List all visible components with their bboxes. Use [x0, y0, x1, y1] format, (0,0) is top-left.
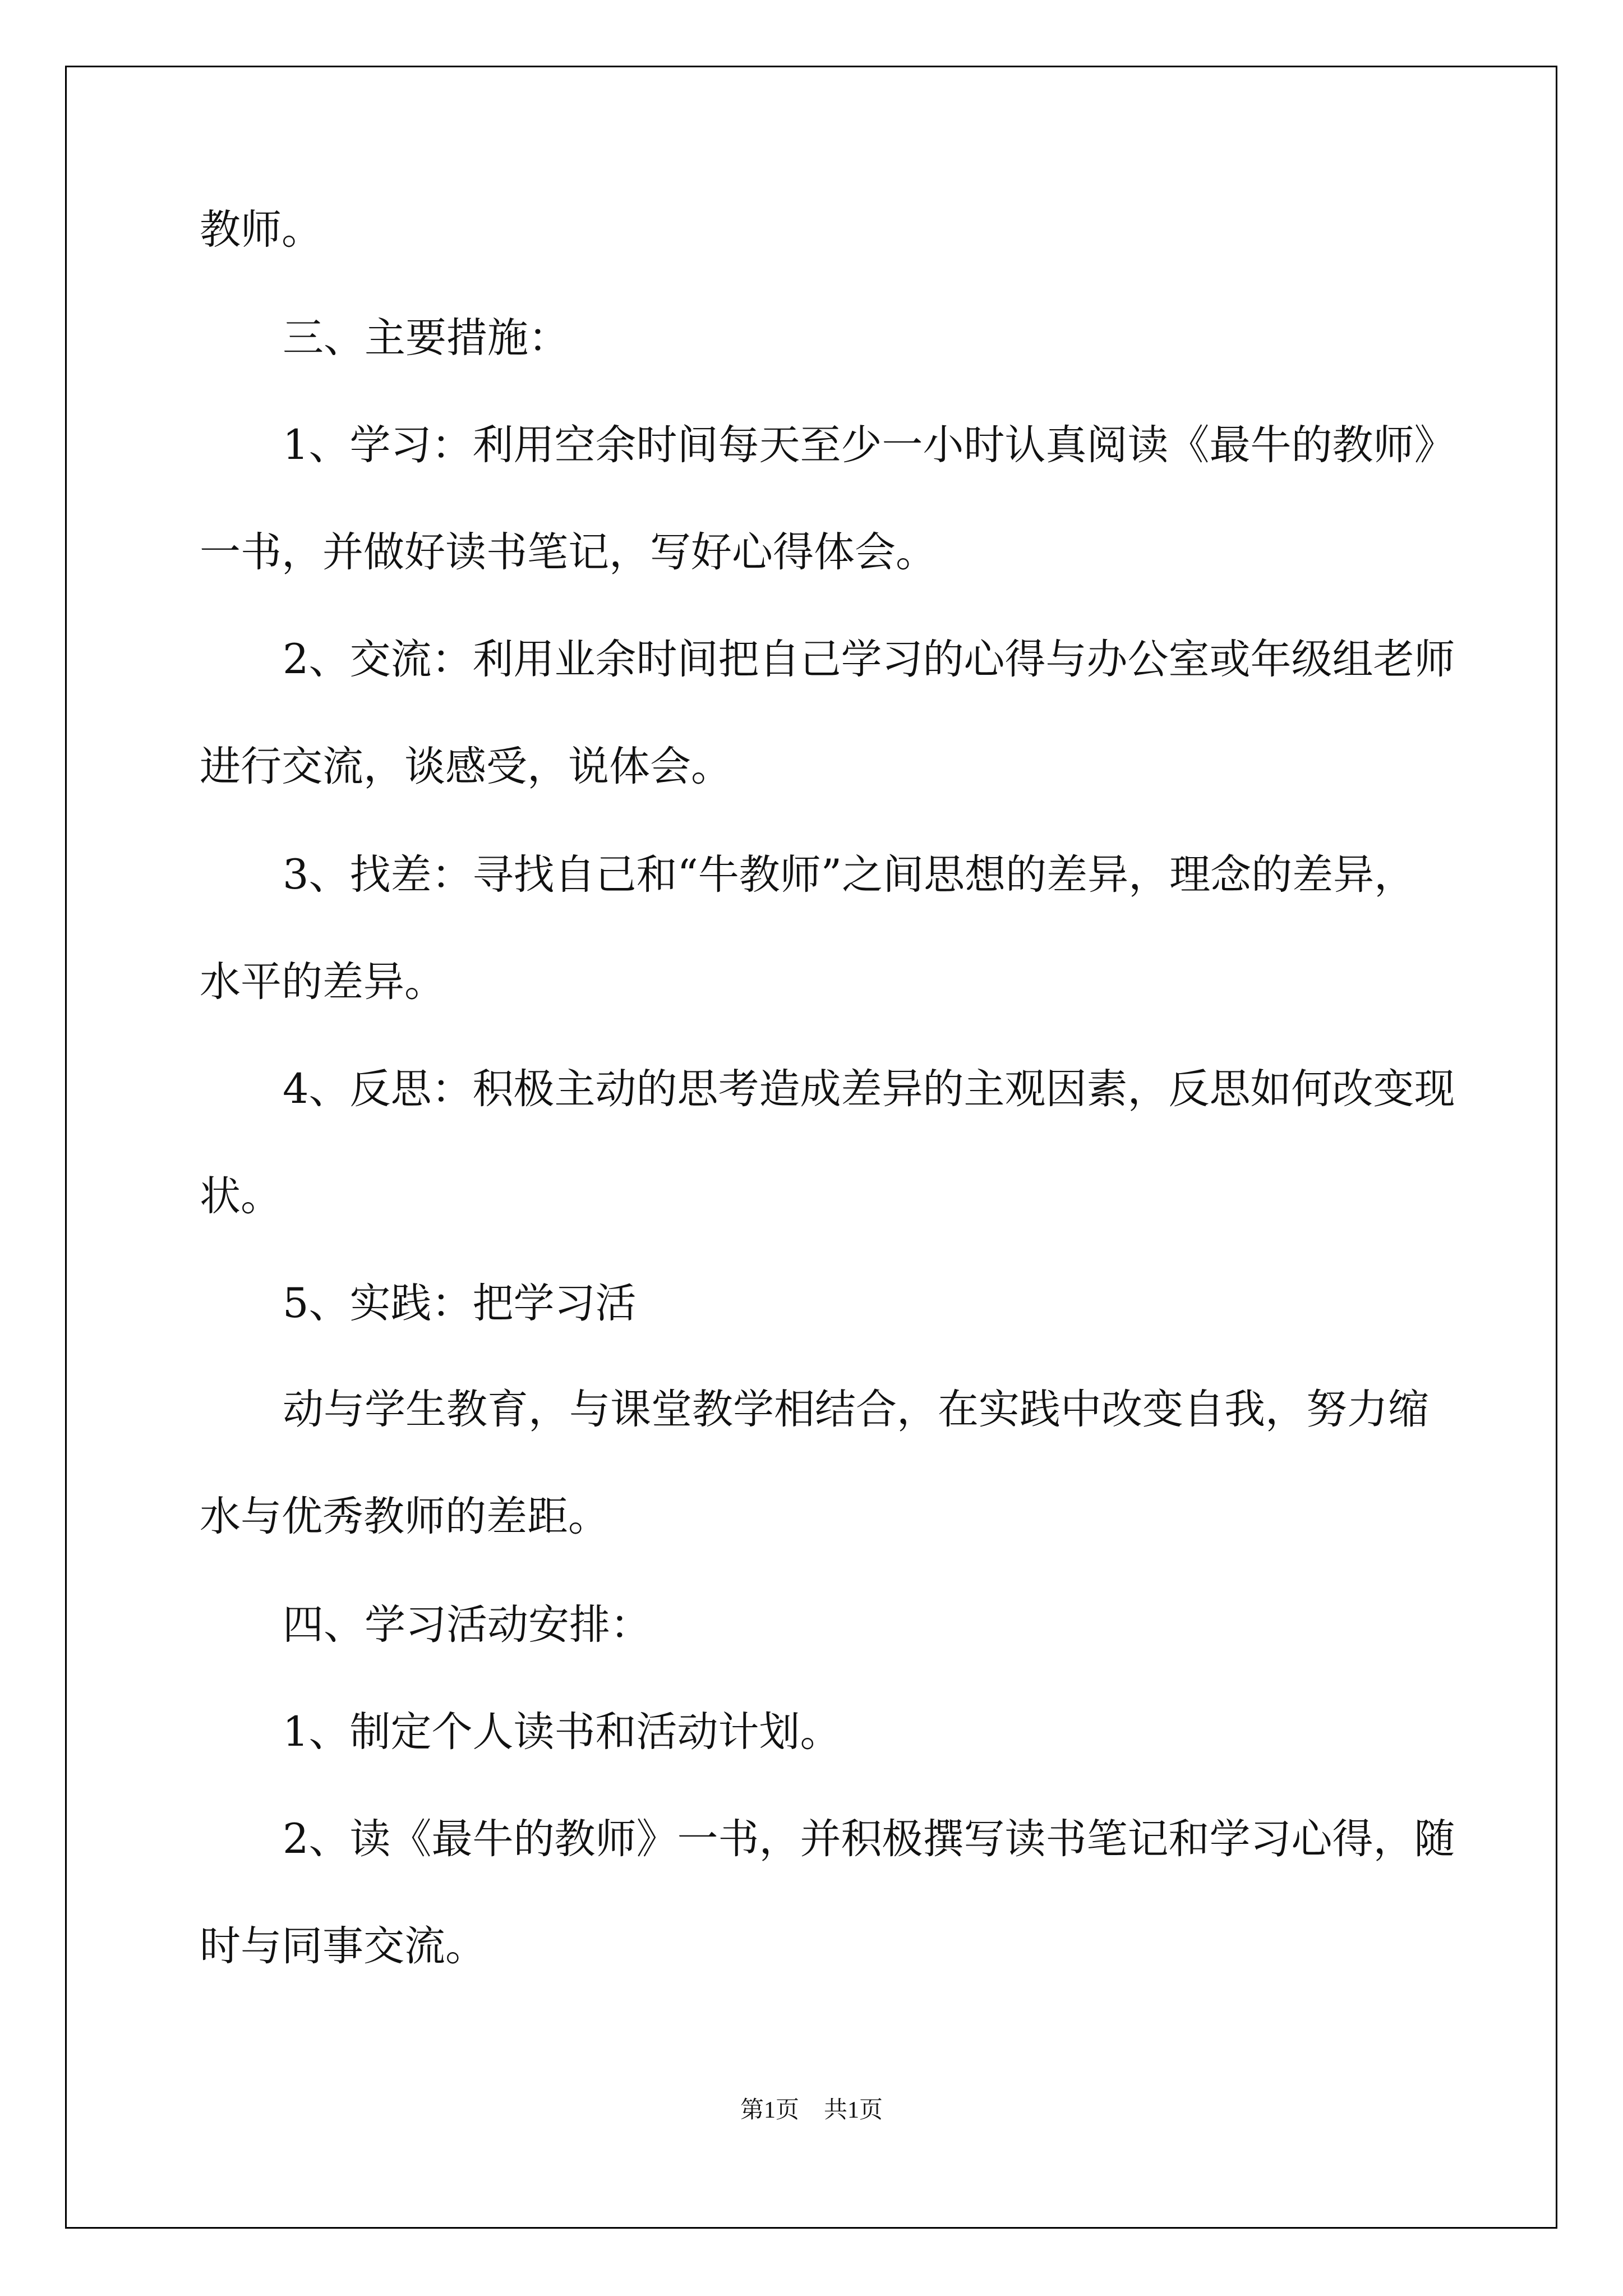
text-line: 水与优秀教师的差距。	[200, 1493, 609, 1540]
text-line: 进行交流，谈感受，说体会。	[200, 743, 732, 790]
text-line: 2、交流：利用业余时间把自己学习的心得与办公室或年级组老师	[283, 636, 1455, 683]
section-heading: 三、主要措施：	[283, 314, 569, 362]
page-footer	[0, 2093, 1623, 2127]
text-line: 状。	[200, 1172, 282, 1220]
text-line: 3、找差：寻找自己和“牛教师”之间思想的差异，理念的差异，	[283, 851, 1415, 899]
text-line: 4、反思：积极主动的思考造成差异的主观因素，反思如何改变现	[283, 1065, 1455, 1113]
text-line: 1、学习：利用空余时间每天至少一小时认真阅读《最牛的教师》	[283, 421, 1455, 469]
text-line: 一书，并做好读书笔记，写好心得体会。	[200, 528, 937, 576]
text-line: 动与学生教育，与课堂教学相结合，在实践中改变自我，努力缩	[283, 1386, 1429, 1433]
text-line: 教师。	[200, 206, 322, 254]
text-line: 5、实践：把学习活	[283, 1280, 637, 1327]
text-line: 2、读《最牛的教师》一书，并积极撰写读书笔记和学习心得，随	[283, 1815, 1455, 1863]
text-line: 时与同事交流。	[200, 1922, 486, 1970]
page-border	[65, 66, 1557, 2229]
page-number: 第1页	[740, 2097, 799, 2123]
text-line: 1、制定个人读书和活动计划。	[283, 1708, 841, 1756]
section-heading: 四、学习活动安排：	[283, 1601, 651, 1649]
text-line: 水平的差异。	[200, 958, 445, 1006]
page-total: 共1页	[824, 2097, 883, 2123]
